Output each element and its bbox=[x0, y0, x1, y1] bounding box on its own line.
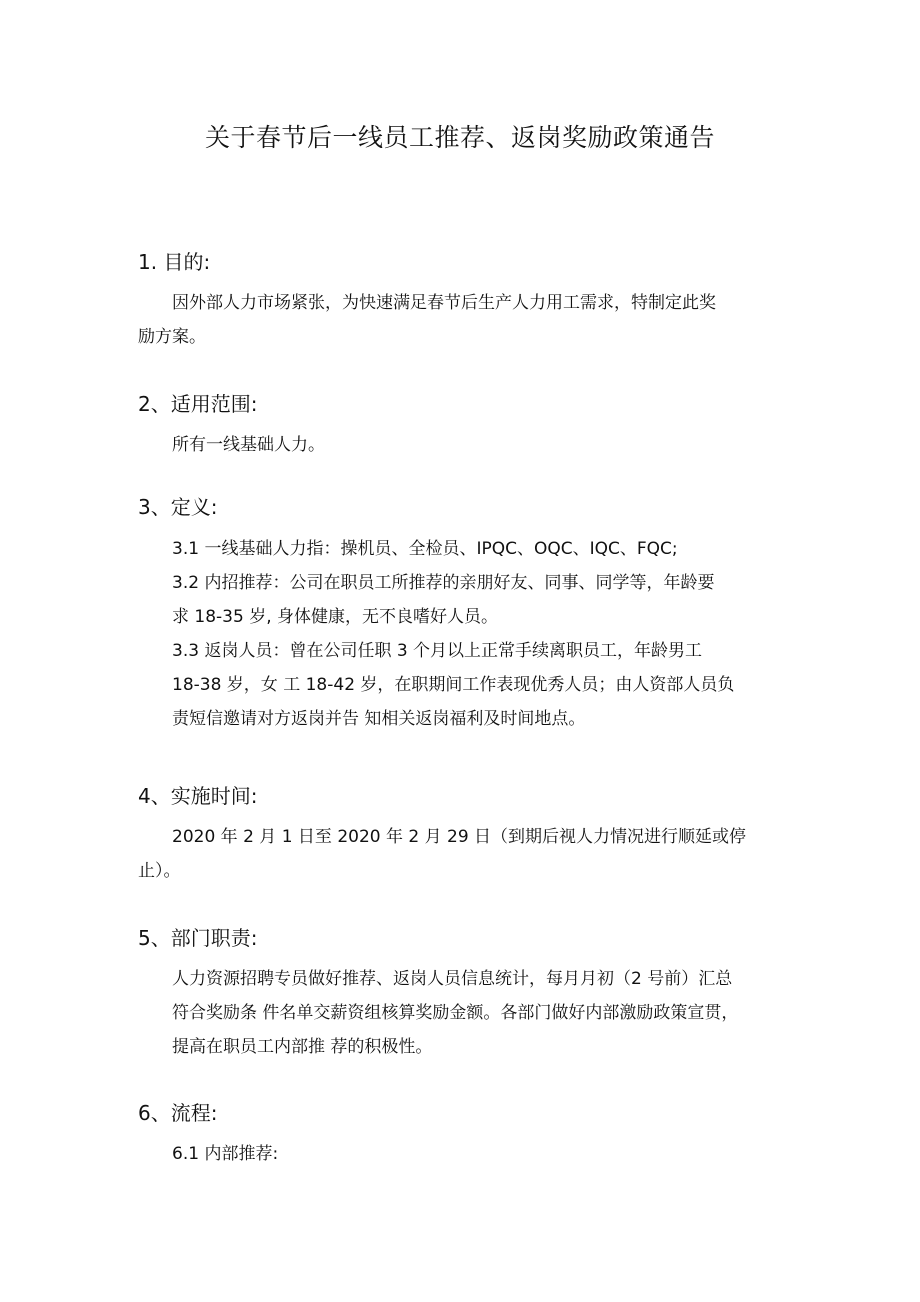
definition-3-1: 3.1 一线基础人力指：操机员、全检员、IPQC、OQC、IQC、FQC; bbox=[172, 539, 678, 559]
text-line: 因外部人力市场紧张，为快速满足春节后生产人力用工需求，特制定此奖 bbox=[172, 293, 716, 313]
section-2-body bbox=[172, 428, 325, 462]
text-line: 所有一线基础人力。 bbox=[172, 435, 325, 455]
definition-3-3: 3.3 返岗人员：曾在公司任职 3 个月以上正常手续离职员工，年龄男工 bbox=[172, 641, 703, 661]
section-1-body bbox=[138, 286, 716, 354]
text-line: 责短信邀请对方返岗并告 知相关返岗福利及时间地点。 bbox=[172, 709, 586, 729]
section-3-heading: 3、定义: bbox=[138, 495, 218, 519]
section-2-heading: 2、适用范围: bbox=[138, 392, 258, 416]
section-5-heading: 5、部门职责: bbox=[138, 926, 258, 950]
definition-3-2: 3.2 内招推荐：公司在职员工所推荐的亲朋好友、同事、同学等，年龄要 bbox=[172, 573, 715, 593]
text-line: 18-38 岁，女 工 18-42 岁，在职期间工作表现优秀人员；由人资部人员负 bbox=[172, 675, 735, 695]
text-line: 求 18-35 岁, 身体健康，无不良嗜好人员。 bbox=[172, 607, 499, 627]
text-line: 提高在职员工内部推 荐的积极性。 bbox=[172, 1037, 433, 1057]
document-title: 关于春节后一线员工推荐、返岗奖励政策通告 bbox=[204, 123, 715, 152]
text-line: 2020 年 2 月 1 日至 2020 年 2 月 29 日（到期后视人力情况进行顺延或停 bbox=[172, 827, 747, 847]
text-line: 符合奖励条 件名单交薪资组核算奖励金额。各部门做好内部激励政策宣贯， bbox=[172, 1003, 739, 1023]
section-6-heading: 6、流程: bbox=[138, 1101, 218, 1125]
section-3-body bbox=[172, 532, 734, 736]
section-1-heading: 1. 目的: bbox=[138, 250, 211, 274]
section-6-body bbox=[172, 1137, 278, 1171]
section-5-body bbox=[172, 962, 738, 1064]
subsection-6-1: 6.1 内部推荐: bbox=[172, 1144, 279, 1164]
section-4-heading: 4、实施时间: bbox=[138, 784, 258, 808]
text-line: 励方案。 bbox=[138, 327, 206, 347]
text-line: 止）。 bbox=[138, 861, 181, 881]
section-4-body bbox=[138, 820, 747, 888]
text-line: 人力资源招聘专员做好推荐、返岗人员信息统计，每月月初（2 号前）汇总 bbox=[172, 969, 733, 989]
